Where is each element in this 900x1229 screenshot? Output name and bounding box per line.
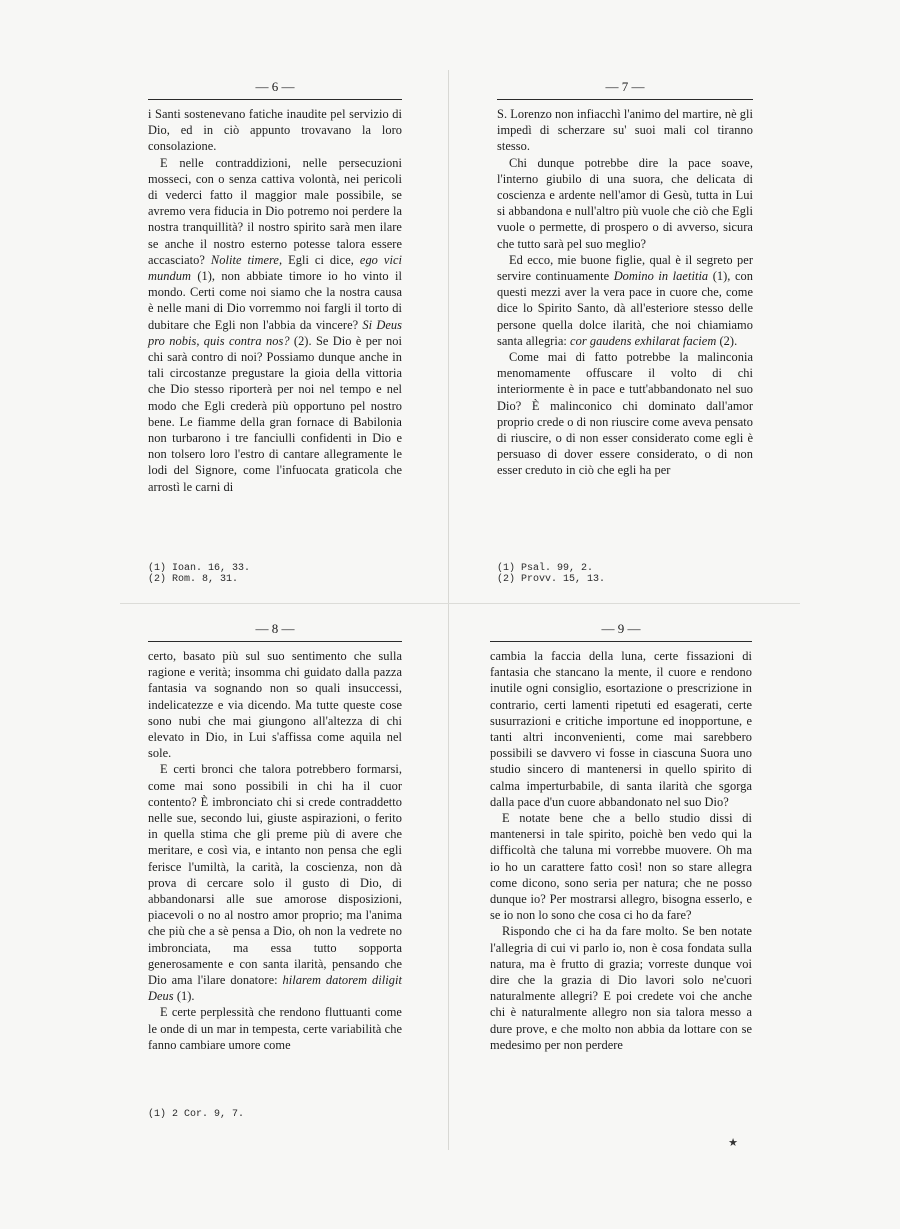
paragraph: E nelle contraddizioni, nelle persecuzioni mosseci, con o senza cattiva volontà, nei pericoli di vederci fatto il maggior male possibile, se avremo vera fiducia in Dio potremo noi perdere la nostra tranquillità? il nostro spirito sarà men ilare se anche il nostro esterno potesse talora essere accasciato? Nolite timere, Egli ci dice, ego vici mundum (1), non abbiate timore io ho vinto il mondo. Certi come noi siamo che la nostra causa è nelle mani di Dio vorremmo noi fargli il torto di dubitare che Egli non l'abbia da vincere? Si Deus pro nobis, quis contra nos? (2). Se Dio è per noi chi sarà contro di noi? Possiamo dunque anche in tali circostanze pregustare la gioia della vittoria che Dio stesso riporterà per noi nel tempo e nel modo che Egli crederà più opportuno pel nostro bene. Le fiamme della gran fornace di Babilonia non turbarono i tre fanciulli confidenti in Dio e non tolsero loro l'estro di cantare allegramente le lodi del Signore, come l'infuocata graticola che arrostì le carni di [148, 155, 402, 494]
paragraph: S. Lorenzo non infiacchì l'animo del martire, nè gli impedì di scherzare su' suoi mali col tiranno stesso. [497, 107, 754, 154]
paragraph: E certe perplessità che rendono fluttuanti come le onde di un mar in tempesta, certe variabilità che fanno cambiare umore come [148, 1005, 402, 1052]
signature-mark: ★ [728, 1137, 738, 1149]
page-7 [497, 79, 754, 585]
footnote: (1) 2 Cor. 9, 7. [148, 1109, 245, 1120]
page-text [490, 648, 752, 1053]
page-number-header: — 7 — [497, 80, 753, 100]
page-8 [148, 621, 402, 1120]
paragraph: E certi bronci che talora potrebbero formarsi, come mai sono possibili in chi ha il cuor contento? È imbronciato chi si crede contraddetto nelle sue, secondo lui, giuste aspirazioni, o ferito in quella stima che gli preme più di avere che meritare, e così via, e intanto non pensa che egli ferisce l'umiltà, la carità, la coscienza, non dà prova di cercare solo il gusto di Dio, di abbandonarsi alle sue amorose disposizioni, piacevoli o no al nostro amor proprio; ma l'anima che più che a sè pensa a Dio, oh non la vedrete no imbronciata, ma essa tutto sopporta generosamente e con santa ilarità, pensando che Dio ama l'ilare donatore: hilarem datorem diligit Deus (1). [148, 762, 402, 1004]
paragraph: i Santi sostenevano fatiche inaudite pel servizio di Dio, ed in ciò appunto trovavano la loro consolazione. [148, 107, 402, 154]
footnotes [148, 1109, 244, 1120]
center-fold-line [448, 70, 449, 1150]
page-text [148, 106, 402, 495]
paragraph: Ed ecco, mie buone figlie, qual è il segreto per servire continuamente Domino in laetitia (1), con questi mezzi aver la vera pace in cuore che, come dice lo Spirito Santo, dà all'esteriore stesso delle persone quella dolce ilarità, che noi chiamiamo santa allegria: cor gaudens exhilarat faciem (2). [497, 252, 753, 348]
footnote: (1) Ioan. 16, 33. [148, 563, 251, 574]
footnotes [148, 563, 250, 585]
page-6 [148, 79, 402, 585]
middle-fold-line [120, 603, 800, 604]
paragraph: E notate bene che a bello studio dissi di mantenersi in tale spirito, poichè ben vedo qui la difficoltà che taluna mi vorrebbe muovere. Oh ma io ho un carattere fatto così! non so stare allegra come dicono, sono seria per natura; che ne posso dunque io? Per mostrarsi allegro, bisogna esserlo, e se io non lo sono che cosa ci ho da fare? [490, 811, 752, 923]
page-number-header: — 8 — [148, 622, 402, 642]
paragraph: Chi dunque potrebbe dire la pace soave, l'interno giubilo di una suora, che delicata di coscienza e ardente nell'amor di Gesù, tutta in Lui si abbandona e null'altro più vuole che ciò che Egli vuole o permette, di prospero o di avverso, sicura che tutto sarà pel suo meglio? [497, 155, 753, 251]
footnote: (2) Rom. 8, 31. [148, 574, 239, 585]
page-number-header: — 9 — [490, 622, 752, 642]
footnotes [497, 563, 605, 585]
footnote: (2) Provv. 15, 13. [497, 574, 606, 585]
paragraph: Come mai di fatto potrebbe la malinconia menomamente offuscare il volto di chi interiormente è in pace e tutt'abbandonato nel suo Dio? È malinconico chi dominato dall'amor proprio crede o di non riuscire come aveva pensato di riuscire, o di non esser considerato come egli è persuaso di dover essere considerato, o di non esser creduto in ciò che egli ha per [497, 350, 753, 478]
paragraph: certo, basato più sul suo sentimento che sulla ragione e verità; insomma chi guidato dalla pazza fantasia va sognando non so quali insuccessi, indelicatezze e via dicendo. Ma tutte queste cose sono nubi che mai giungono all'altezza di chi elevato in Dio, in Lui s'affissa come aquila nel sole. [148, 649, 402, 761]
footnote: (1) Psal. 99, 2. [497, 563, 594, 574]
page-text [148, 648, 402, 1053]
paragraph: cambia la faccia della luna, certe fissazioni di fantasia che stancano la mente, il cuore e rendono inutile ogni consiglio, esortazione o prescrizione in contrario, certi lamenti ripetuti ed esagerati, certe susurrazioni e critiche importune ed inopportune, e tanti altri inconvenienti, come mai sarebbero possibili se davvero vi fosse in ciascuna Suora uno studio sincero di mantenersi in quello spirito di calma imperturbabile, di santa ilarità che sgorga dalla pace d'un cuore abbandonato nel suo Dio? [490, 649, 752, 809]
page-9 [490, 621, 752, 1149]
page-number-header: — 6 — [148, 80, 402, 100]
page-text [497, 106, 753, 479]
paragraph: Rispondo che ci ha da fare molto. Se ben notate l'allegria di cui vi parlo io, non è cosa fondata sulla natura, ma è frutto di grazia; vorreste dunque voi dire che la grazia di Dio lavori solo ne'cuori naturalmente allegri? E poi credete voi che anche chi è naturalmente allegro non sia talora messo a dure prove, e che molto non abbia da lottare con se medesimo per non perdere [490, 924, 752, 1052]
